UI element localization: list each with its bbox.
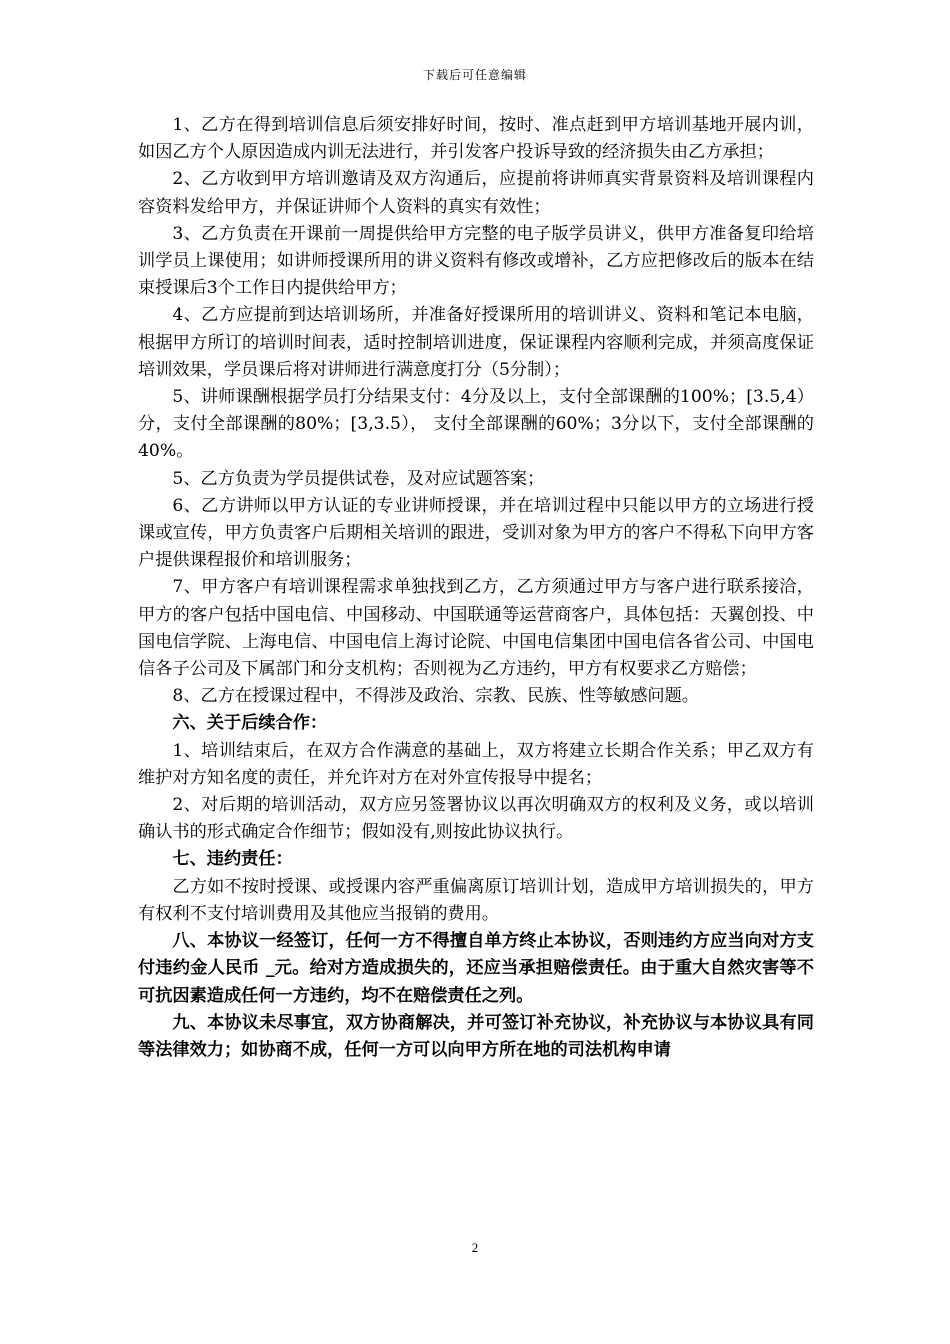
section6-item-1: 1、培训结束后，在双方合作满意的基础上，双方将建立长期合作关系；甲乙双方有维护对方知名度的责任，并允许对方在对外宣传报导中提名； <box>138 740 814 788</box>
page-number: 2 <box>471 1240 479 1255</box>
section5-item-1: 1、乙方在得到培训信息后须安排好时间，按时、准点赶到甲方培训基地开展内训，如因乙方个人原因造成内训无法进行，并引发客户投诉导致的经济损失由乙方承担； <box>138 115 814 163</box>
document-body <box>138 112 814 1064</box>
section5-item-6: 6、乙方讲师以甲方认证的专业讲师授课，并在培训过程中只能以甲方的立场进行授课或宣传，甲方负责客户后期相关培训的跟进，受训对象为甲方的客户不得私下向甲方客户提供课程报价和培训服务； <box>138 495 814 571</box>
section9-text: 九、本协议未尽事宜，双方协商解决，并可签订补充协议，补充协议与本协议具有同等法律效力；如协商不成，任何一方可以向甲方所在地的司法机构申请 <box>138 1012 814 1060</box>
page-header: 下载后可任意编辑 <box>422 68 527 82</box>
section5-item-5: 5、讲师课酬根据学员打分结果支付：4分及以上，支付全部课酬的100%；[3.5,4）分，支付全部课酬的80%；[3,3.5）， 支付全部课酬的60%；3分以下，支付全部课酬的40%。 <box>138 387 814 462</box>
section5-item-5b: 5、乙方负责为学员提供试卷，及对应试题答案； <box>172 468 545 489</box>
section6-title: 六、关于后续合作： <box>172 713 328 734</box>
section5-item-7: 7、甲方客户有培训课程需求单独找到乙方，乙方须通过甲方与客户进行联系接洽，甲方的客户包括中国电信、中国移动、中国联通等运营商客户，具体包括：天翼创投、中国电信学院、上海电信、中国电信上海讨论院、中国电信集团中国电信各省公司、中国电信各子公司及下属部门和分支机构；否则视为乙方违约，甲方有权要求乙方赔偿； <box>138 577 814 680</box>
section5-item-4: 4、乙方应提前到达培训场所，并准备好授课所用的培训讲义、资料和笔记本电脑，根据甲方所订的培训时间表，适时控制培训进度，保证课程内容顺利完成，并须高度保证培训效果，学员课后将对讲师进行满意度打分（5分制）； <box>138 305 814 380</box>
section5-item-3: 3、乙方负责在开课前一周提供给甲方完整的电子版学员讲义，供甲方准备复印给培训学员上课使用；如讲师授课所用的讲义资料有修改或增补，乙方应把修改后的版本在结束授课后3个工作日内提供给甲方； <box>138 223 814 299</box>
section6-item-2: 2、对后期的培训活动，双方应另签署协议以再次明确双方的权利及义务，或以培训确认书的形式确定合作细节；假如没有,则按此协议执行。 <box>138 795 814 843</box>
section5-item-8: 8、乙方在授课过程中，不得涉及政治、宗教、民族、性等敏感问题。 <box>172 686 699 707</box>
section7-title: 七、违约责任： <box>172 849 293 870</box>
section7-text: 乙方如不按时授课、或授课内容严重偏离原订培训计划，造成甲方培训损失的，甲方有权利不支付培训费用及其他应当报销的费用。 <box>138 876 814 924</box>
section8-text: 八、本协议一经签订，任何一方不得擅自单方终止本协议，否则违约方应当向对方支付违约金人民币 _元。给对方造成损失的，还应当承担赔偿责任。由于重大自然灾害等不可抗因素造成任何一方违约，均不在赔偿责任之列。 <box>138 931 814 1006</box>
section5-item-2: 2、乙方收到甲方培训邀请及双方沟通后，应提前将讲师真实背景资料及培训课程内容资料发给甲方，并保证讲师个人资料的真实有效性； <box>138 169 814 217</box>
